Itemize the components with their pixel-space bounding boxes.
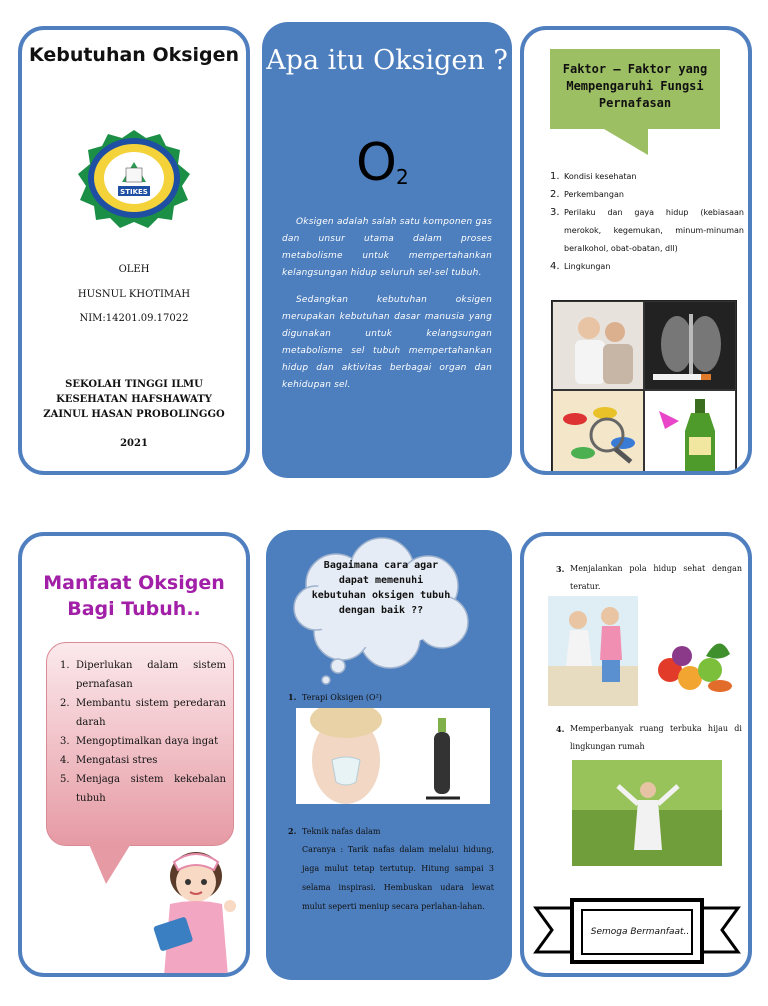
school-name: SEKOLAH TINGGI ILMU KESEHATAN HAFSHAWATY ZAINUL HASAN PROBOLINGGO <box>43 379 225 420</box>
definition-title: Apa itu Oksigen ? <box>266 45 508 76</box>
definition-paragraph-1: Oksigen adalah salah satu komponen gas dan unsur utama dalam proses metabolisme untuk mempertahankan kelangsungan hidup seluruh sel-sel tubuh. <box>282 217 492 278</box>
nurse-illustration <box>140 844 250 977</box>
how-question: Bagaimana cara agar dapat memenuhi kebutuhan oksigen tubuh dengan baik ?? <box>311 560 451 616</box>
definition-paragraph-2: Sedangkan kebutuhan oksigen merupakan kebutuhan dasar manusia yang digunakan untuk kelangsungan metabolisme sel tubuh mempertahankan hidup dan aktivitas berbagai organ dan kehidupan sel. <box>282 295 492 390</box>
factors-panel <box>520 26 752 475</box>
o2-sub: 2 <box>396 165 409 188</box>
step-1-label: 1. Terapi Oksigen (O²) <box>288 692 382 702</box>
cover-panel <box>18 26 250 475</box>
list-item: 5. Menjaga sistem kekebalan tubuh <box>60 774 226 804</box>
by-label: OLEH <box>118 264 150 275</box>
xray-photo <box>644 301 736 390</box>
list-item: 1. Diperlukan dalam sistem pernafasan <box>60 660 226 690</box>
list-item: 3. Mengoptimalkan daya ingat <box>60 736 219 747</box>
o2-symbol <box>352 128 422 188</box>
logo-text: STIKES <box>120 188 148 196</box>
benefits-panel <box>18 532 250 977</box>
step-3: 3. Menjalankan pola hidup sehat dengan teratur. <box>556 564 742 591</box>
list-item: 4. Mengatasi stres <box>60 755 158 766</box>
factors-list <box>550 168 744 276</box>
benefits-list <box>60 656 226 808</box>
list-item: 1. Kondisi kesehatan <box>550 171 637 182</box>
exercise-photo <box>548 596 638 706</box>
step-4: 4. Memperbanyak ruang terbuka hijau di lingkungan rumah <box>556 724 742 751</box>
health-photo <box>552 301 644 390</box>
benefits-title: Manfaat Oksigen Bagi Tubuh.. <box>43 572 225 620</box>
o2-main: O <box>356 133 397 188</box>
author-name: HUSNUL KHOTIMAH <box>77 289 191 300</box>
definition-panel <box>262 22 512 478</box>
pills-photo <box>552 390 644 475</box>
list-item: 4. Lingkungan <box>550 261 611 272</box>
step-2-description: Caranya : Tarik nafas dalam melalui hidung, jaga mulut tetap tertutup. Hitung sampai 3 selama inspirasi. Hembuskan udara lewat mulut seperti meniup secara perlahan-lahan. <box>302 845 494 911</box>
stikes-logo <box>72 128 196 228</box>
callout-tail <box>604 129 648 155</box>
author-nim: NIM:14201.09.17022 <box>79 313 189 324</box>
cover-title: Kebutuhan Oksigen <box>28 44 240 66</box>
how-panel <box>266 530 512 980</box>
green-space-photo <box>572 760 722 866</box>
closing-text: Semoga Bermanfaat.. <box>590 927 690 937</box>
fruits-vegetables-photo <box>650 626 736 704</box>
factors-image-grid <box>551 300 737 475</box>
list-item: 2. Perkembangan <box>550 189 624 200</box>
alcohol-bottle-image <box>644 390 736 475</box>
bubble-tail <box>88 842 132 884</box>
step-2-label: 2. Teknik nafas dalam <box>288 826 381 836</box>
list-item: 3. Perilaku dan gaya hidup (kebiasaan merokok, kegemukan, minum-minuman beralkohol, obat-obatan, dll) <box>550 207 744 253</box>
oxygen-therapy-photo <box>296 708 490 804</box>
factors-title: Faktor – Faktor yang Mempengaruhi Fungsi Pernafasan <box>550 49 720 129</box>
list-item: 2. Membantu sistem peredaran darah <box>60 698 226 728</box>
tips-panel <box>520 532 752 977</box>
cover-year: 2021 <box>120 438 148 449</box>
